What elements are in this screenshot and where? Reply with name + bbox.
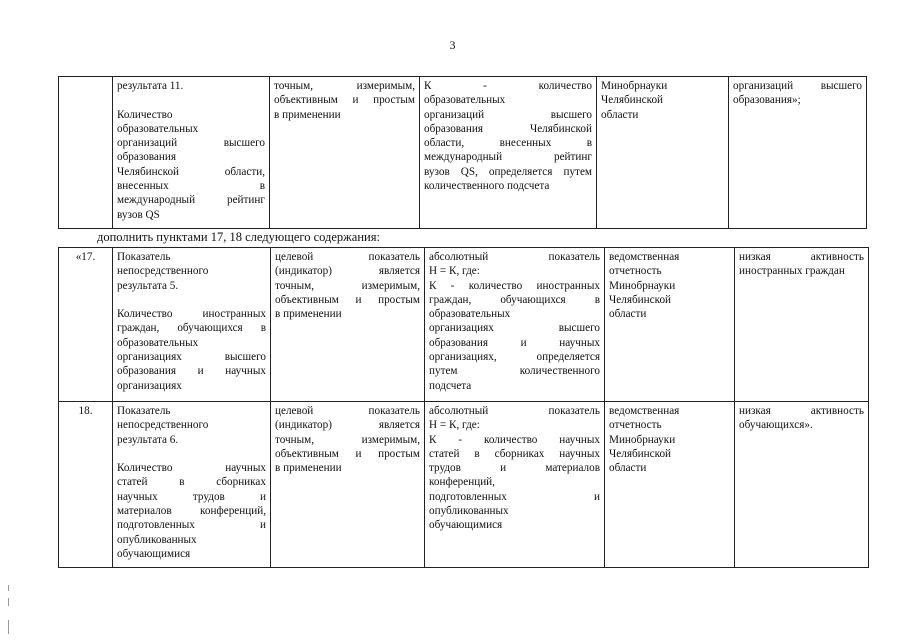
cell-line: Челябинской bbox=[609, 293, 672, 306]
cell-line: области, внесенных в bbox=[424, 137, 592, 150]
cell-line: количественного подсчета bbox=[424, 180, 550, 193]
cell-line: граждан, обучающихся в bbox=[429, 293, 600, 306]
cell-criteria bbox=[270, 77, 420, 229]
cell-line: материалов конференций, bbox=[117, 505, 266, 518]
scan-mark bbox=[8, 585, 9, 591]
cell-line: Показатель bbox=[117, 251, 171, 263]
cell-criteria bbox=[271, 248, 425, 402]
cell-line: вузов QS bbox=[117, 208, 160, 221]
table-new-items bbox=[58, 247, 869, 568]
cell-line: Минобрнауки bbox=[601, 80, 668, 92]
table-row bbox=[59, 402, 869, 568]
cell-line: объективным и простым bbox=[275, 447, 420, 460]
cell-line: подготовленных и bbox=[117, 519, 266, 532]
cell-source bbox=[597, 77, 729, 229]
cell-line: Челябинской bbox=[601, 94, 664, 107]
cell-line: подсчета bbox=[429, 379, 472, 392]
cell-line: организаций высшего bbox=[424, 108, 592, 121]
cell-line: статей в сборниках bbox=[117, 476, 266, 489]
cell-line: результата 5. bbox=[117, 279, 179, 292]
cell-method bbox=[425, 402, 605, 568]
cell-line bbox=[117, 293, 266, 307]
cell-line: целевой показатель bbox=[275, 405, 420, 417]
cell-criteria bbox=[271, 402, 425, 568]
cell-line: объективным и простым bbox=[274, 94, 415, 107]
cell-line: непосредственного bbox=[117, 265, 209, 278]
cell-line: Н = К, где: bbox=[429, 419, 480, 432]
cell-number: 18. bbox=[59, 402, 113, 568]
table-row bbox=[59, 248, 869, 402]
page-number: 3 bbox=[449, 38, 456, 52]
cell-line: Количество bbox=[117, 108, 173, 121]
cell-risk bbox=[735, 248, 869, 402]
cell-line: образовательных bbox=[117, 336, 199, 349]
cell-line: Минобрнауки bbox=[609, 433, 676, 446]
cell-line: организациях высшего bbox=[117, 351, 266, 364]
cell-indicator bbox=[113, 77, 270, 229]
cell-line: граждан, обучающихся в bbox=[117, 322, 266, 335]
cell-line: опубликованных bbox=[429, 505, 509, 518]
cell-line: абсолютный показатель bbox=[429, 251, 600, 263]
cell-line: области bbox=[609, 462, 647, 475]
cell-line: точным, измеримым, bbox=[275, 433, 420, 446]
cell-line: вузов QS, определяется путем bbox=[424, 165, 592, 178]
cell-line: Н = К, где: bbox=[429, 265, 480, 278]
cell-line: Минобрнауки bbox=[609, 279, 676, 292]
table-row bbox=[59, 77, 867, 229]
cell-line: путем количественного bbox=[429, 365, 600, 378]
cell-method bbox=[425, 248, 605, 402]
intro-text: дополнить пунктами 17, 18 следующего содержания: bbox=[97, 230, 380, 244]
cell-line: Челябинской bbox=[609, 447, 672, 460]
cell-line: объективным и простым bbox=[275, 293, 420, 306]
cell-line: низкая активность bbox=[739, 405, 864, 417]
cell-risk bbox=[735, 402, 869, 568]
cell-line: опубликованных bbox=[117, 533, 197, 546]
cell-number bbox=[59, 77, 113, 229]
cell-line: международный рейтинг bbox=[117, 194, 265, 207]
cell-line: обучающимися bbox=[429, 519, 503, 532]
cell-line: непосредственного bbox=[117, 419, 209, 432]
cell-line: обучающихся». bbox=[739, 419, 813, 432]
cell-line: (индикатор) является bbox=[275, 419, 420, 432]
cell-line: международный рейтинг bbox=[424, 151, 592, 164]
cell-line: организациях, определяется bbox=[429, 351, 600, 364]
cell-line: абсолютный показатель bbox=[429, 405, 600, 417]
cell-line: обучающимися bbox=[117, 547, 191, 560]
scan-mark bbox=[8, 620, 9, 634]
cell-line: ведомственная bbox=[609, 251, 680, 263]
cell-line: научных трудов и bbox=[117, 490, 266, 503]
cell-line: в применении bbox=[275, 462, 342, 475]
cell-line: статей в сборниках научных bbox=[429, 447, 600, 460]
cell-line: Челябинской области, bbox=[117, 165, 265, 178]
cell-line: в применении bbox=[275, 308, 342, 321]
cell-source bbox=[605, 402, 735, 568]
cell-line: в применении bbox=[274, 108, 341, 121]
cell-line: К - количество научных bbox=[429, 433, 600, 446]
cell-line: Показатель bbox=[117, 405, 171, 417]
cell-line: образования»; bbox=[733, 94, 801, 107]
cell-line: трудов и материалов bbox=[429, 462, 600, 475]
cell-risk bbox=[729, 77, 867, 229]
cell-line: точным, измеримым, bbox=[275, 279, 420, 292]
cell-line: Количество научных bbox=[117, 462, 266, 475]
cell-line: отчетность bbox=[609, 265, 662, 278]
cell-line: организаций высшего bbox=[733, 80, 862, 92]
cell-indicator bbox=[113, 402, 271, 568]
cell-line bbox=[117, 93, 265, 107]
cell-line: области bbox=[601, 108, 639, 121]
cell-line: иностранных граждан bbox=[739, 265, 845, 278]
cell-line: К - количество иностранных bbox=[429, 279, 600, 292]
cell-line: образовательных bbox=[429, 308, 511, 321]
cell-line: образования и научных bbox=[429, 336, 600, 349]
cell-line: К - количество bbox=[424, 80, 592, 92]
cell-line: конференций, bbox=[429, 476, 495, 489]
cell-line: результата 11. bbox=[117, 80, 184, 92]
cell-line: образовательных bbox=[117, 122, 199, 135]
cell-line: отчетность bbox=[609, 419, 662, 432]
cell-line: области bbox=[609, 308, 647, 321]
cell-line: организациях высшего bbox=[429, 322, 600, 335]
cell-line: организациях bbox=[117, 379, 182, 392]
cell-line: образования bbox=[117, 151, 177, 164]
cell-line: организаций высшего bbox=[117, 137, 265, 150]
table-continued bbox=[58, 76, 867, 229]
cell-line: результата 6. bbox=[117, 433, 179, 446]
cell-line: Количество иностранных bbox=[117, 308, 266, 321]
cell-method bbox=[420, 77, 597, 229]
cell-line bbox=[117, 447, 266, 461]
cell-line: точным, измеримым, bbox=[274, 80, 415, 92]
cell-line: низкая активность bbox=[739, 251, 864, 263]
cell-line: внесенных в bbox=[117, 180, 265, 193]
cell-source bbox=[605, 248, 735, 402]
cell-line: образования и научных bbox=[117, 365, 266, 378]
cell-line: (индикатор) является bbox=[275, 265, 420, 278]
cell-line: ведомственная bbox=[609, 405, 680, 417]
cell-line: подготовленных и bbox=[429, 490, 600, 503]
cell-line: образования Челябинской bbox=[424, 122, 592, 135]
cell-indicator bbox=[113, 248, 271, 402]
scan-mark bbox=[8, 598, 9, 606]
cell-line: образовательных bbox=[424, 94, 506, 107]
cell-line: целевой показатель bbox=[275, 251, 420, 263]
cell-number: «17. bbox=[59, 248, 113, 402]
